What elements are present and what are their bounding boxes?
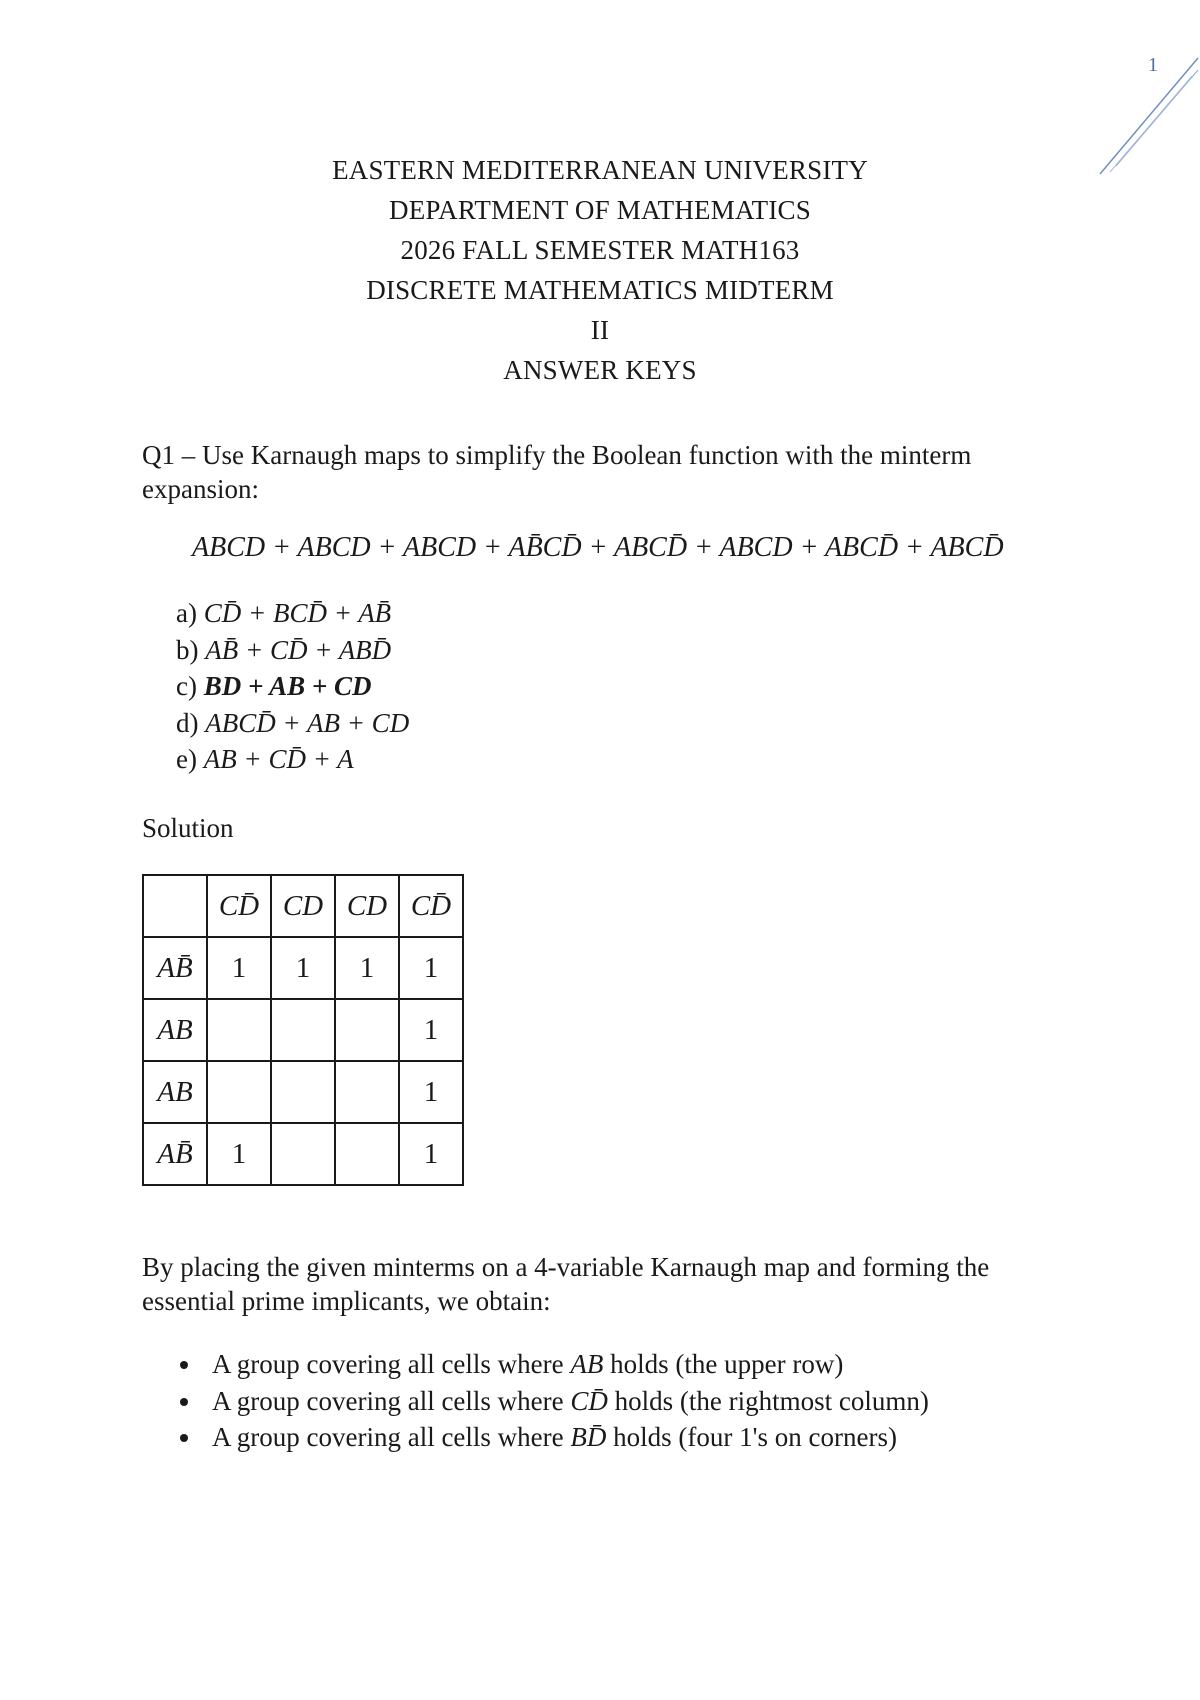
exam-number: II	[590, 315, 610, 345]
kmap-col-header: CD̄	[399, 875, 463, 937]
option-e: e) AB + CD̄ + A	[176, 744, 354, 774]
kmap-cell	[207, 999, 271, 1061]
kmap-cell: 1	[399, 937, 463, 999]
university-name: EASTERN MEDITERRANEAN UNIVERSITY	[332, 155, 868, 185]
semester-course: 2026 FALL SEMESTER MATH163	[400, 235, 800, 265]
kmap-row-header: AB̄	[143, 937, 207, 999]
kmap-row	[143, 1061, 463, 1123]
kmap-cell	[271, 999, 335, 1061]
explanation-paragraph: By placing the given minterms on a 4-variable Karnaugh map and forming the essential prime implicants, we obtain:	[142, 1252, 990, 1316]
kmap-cell: 1	[271, 937, 335, 999]
option-b: b) AB̄ + CD̄ + ABD̄	[176, 634, 392, 665]
exam-header	[0, 150, 1200, 390]
kmap-cell: 1	[399, 1061, 463, 1123]
kmap-row-header: AB	[143, 999, 207, 1061]
kmap-row	[143, 1123, 463, 1185]
document-type: ANSWER KEYS	[503, 355, 697, 385]
page-number: 1	[1148, 54, 1158, 76]
option-d: d) ABCD̄ + AB + CD	[176, 707, 410, 738]
kmap-cell: 1	[335, 937, 399, 999]
kmap-col-header: CD̄	[207, 875, 271, 937]
question-text: Q1 – Use Karnaugh maps to simplify the Boolean function with the minterm expansion:	[142, 440, 972, 504]
exam-title: DISCRETE MATHEMATICS MIDTERM	[366, 275, 834, 305]
kmap-row	[143, 999, 463, 1061]
bullet-icon	[180, 1398, 188, 1406]
solution-heading: Solution	[142, 813, 234, 843]
answer-options	[176, 595, 409, 778]
kmap-cell: 1	[207, 1123, 271, 1185]
kmap-cell: 1	[399, 1123, 463, 1185]
karnaugh-map	[142, 874, 464, 1186]
kmap-cell	[335, 1123, 399, 1185]
option-c: c) BD + AB + CD	[176, 671, 372, 701]
bullet-list	[142, 1346, 1082, 1456]
kmap-row	[143, 937, 463, 999]
kmap-cell: 1	[399, 999, 463, 1061]
kmap-corner-cell	[143, 875, 207, 937]
kmap-cell	[271, 1123, 335, 1185]
kmap-row-header: AB̄	[143, 1123, 207, 1185]
bullet-icon	[180, 1361, 188, 1369]
kmap-cell: 1	[207, 937, 271, 999]
bullet-icon	[180, 1434, 188, 1442]
bullet-item: A group covering all cells where CD̄ holds (the rightmost column)	[142, 1383, 1082, 1420]
kmap-row-header: AB	[143, 1061, 207, 1123]
kmap-header-row	[143, 875, 463, 937]
kmap-cell	[271, 1061, 335, 1123]
kmap-cell	[207, 1061, 271, 1123]
department-name: DEPARTMENT OF MATHEMATICS	[389, 195, 811, 225]
bullet-item: A group covering all cells where BD̄ holds (four 1's on corners)	[142, 1419, 1082, 1456]
kmap-cell	[335, 1061, 399, 1123]
kmap-cell	[335, 999, 399, 1061]
bullet-item: A group covering all cells where AB holds (the upper row)	[142, 1346, 1082, 1383]
option-a: a) CD̄ + BCD̄ + AB̄	[176, 598, 392, 628]
minterm-expansion: ABCD + ABCD + ABCD + AB̄CD̄ + ABCD̄ + ABCD + ABCD̄ + ABCD̄	[192, 532, 1004, 563]
kmap-col-header: CD	[271, 875, 335, 937]
kmap-col-header: CD	[335, 875, 399, 937]
